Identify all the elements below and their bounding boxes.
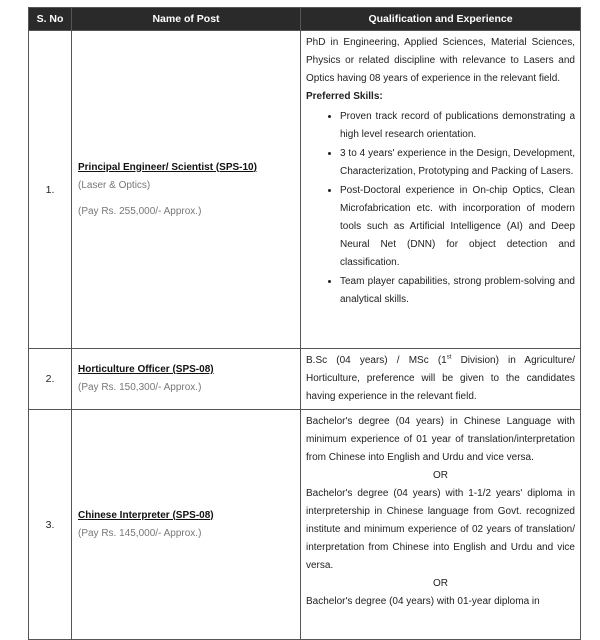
qualification-text: PhD in Engineering, Applied Sciences, Material Sciences, Physics or related discipline with relevance to Lasers and Optics having 08 years of experience in the relevant field.	[306, 37, 575, 84]
post-subtitle: (Laser & Optics)	[78, 179, 151, 191]
table-header	[29, 8, 581, 31]
post-title: Principal Engineer/ Scientist (SPS-10)	[78, 161, 257, 173]
list-item: • Proven track record of publications demonstrating a high level research orientation.	[340, 108, 575, 145]
post-title: Chinese Interpreter (SPS-08)	[78, 509, 214, 521]
post-pay: (Pay Rs. 145,000/- Approx.)	[78, 527, 202, 539]
ordinal-suffix: st	[446, 354, 452, 361]
or-separator: OR	[433, 578, 448, 589]
table-row	[29, 31, 581, 349]
header-qualification: Qualification and Experience	[301, 8, 581, 31]
post-cell	[72, 31, 301, 349]
qualification-option: Bachelor's degree (04 years) in Chinese Language with minimum experience of 01 year of translation/interpretation from Chinese into English and Urdu and vice versa.	[306, 416, 575, 463]
post-pay: (Pay Rs. 255,000/- Approx.)	[78, 205, 202, 217]
row-sno: 2.	[29, 349, 72, 410]
header-name-of-post: Name of Post	[72, 8, 301, 31]
post-title: Horticulture Officer (SPS-08)	[78, 364, 214, 375]
row-sno: 3.	[29, 410, 72, 640]
qualification-option: Bachelor's degree (04 years) with 01-year diploma in	[306, 596, 540, 607]
or-separator: OR	[433, 470, 448, 481]
table-row	[29, 349, 581, 410]
header-sno: S. No	[29, 8, 72, 31]
skills-list	[306, 108, 575, 310]
post-cell	[72, 410, 301, 640]
post-cell	[72, 349, 301, 410]
qualification-text: B.Sc (04 years) / MSc (1st Division) in Agriculture/ Horticulture, preference will be given to the candidates having experience in the relevant field.	[306, 354, 575, 402]
qualification-cell	[301, 31, 581, 349]
list-item: • Team player capabilities, strong problem-solving and analytical skills.	[340, 273, 575, 310]
posts-table	[28, 7, 581, 640]
post-pay: (Pay Rs. 150,300/- Approx.)	[78, 382, 202, 393]
skills-heading: Preferred Skills:	[306, 91, 383, 102]
list-item: • 3 to 4 years' experience in the Design, Development, Characterization, Prototyping and Packing of Lasers.	[340, 145, 575, 182]
table-row	[29, 410, 581, 640]
list-item: • Post-Doctoral experience in On-chip Optics, Clean Microfabrication etc. with incorporation of modern tools such as Artificial Intelligence (AI) and Deep Neural Net (DNN) for object detection and classification.	[340, 182, 575, 273]
qualification-cell	[301, 410, 581, 640]
qualification-option: Bachelor's degree (04 years) with 1-1/2 years' diploma in interpretership in Chinese language from Govt. recognized institute and minimum experience of 02 years of translation/ interpretation from Chinese into English and Urdu and vice versa.	[306, 488, 575, 571]
row-sno: 1.	[29, 31, 72, 349]
qualification-cell	[301, 349, 581, 410]
